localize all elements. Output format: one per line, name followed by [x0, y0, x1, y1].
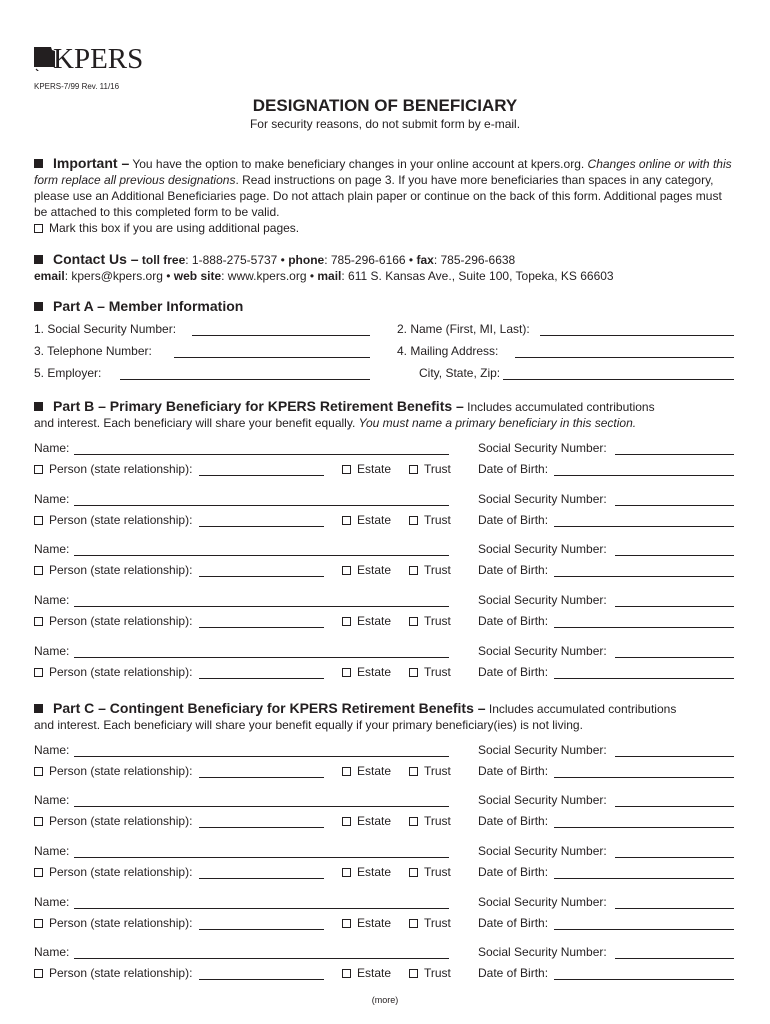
contingent-1-name-label: Name:	[34, 743, 70, 757]
contact-section: Contact Us – toll free: 1-888-275-5737 • phone: 785-296-6166 • fax: 785-296-6638 email: kpers@kpers.org • web site: www.kpers.org • mail: 611 S. Kansas Ave., Suite 100, Topeka, KS 66603	[34, 251, 614, 283]
contingent-2-ssn-label: Social Security Number:	[478, 793, 607, 807]
member-address-field[interactable]	[515, 357, 734, 358]
contingent-5-ssn-field[interactable]	[615, 958, 734, 959]
bullet-square-icon	[34, 704, 43, 713]
contingent-4-estate-option[interactable]: Estate	[342, 916, 391, 930]
kpers-logo	[33, 43, 163, 83]
primary-1-name-field[interactable]	[74, 454, 449, 455]
contingent-1-ssn-field[interactable]	[615, 756, 734, 757]
contingent-3-estate-checkbox[interactable]	[342, 868, 351, 877]
contingent-2-dob-field[interactable]	[554, 827, 734, 828]
contingent-2-dob-label: Date of Birth:	[478, 814, 549, 828]
contingent-3-trust-checkbox[interactable]	[409, 868, 418, 877]
contingent-4-estate-checkbox[interactable]	[342, 919, 351, 928]
primary-3-trust-checkbox[interactable]	[409, 566, 418, 575]
primary-2-name-field[interactable]	[74, 505, 449, 506]
city-state-zip-label: City, State, Zip:	[419, 366, 501, 380]
part-b-heading: Part B – Primary Beneficiary for KPERS Retirement Benefits – Includes accumulated contributions and interest. Each beneficiary will share your benefit equally. You must name a primary beneficiary in this section.	[34, 398, 655, 430]
primary-1-estate-checkbox[interactable]	[342, 465, 351, 474]
contingent-3-ssn-field[interactable]	[615, 857, 734, 858]
important-heading: Important –	[53, 155, 130, 171]
primary-2-trust-checkbox[interactable]	[409, 516, 418, 525]
page-title: DESIGNATION OF BENEFICIARY	[252, 96, 518, 115]
contingent-5-person-checkbox[interactable]	[34, 969, 43, 978]
contingent-4-name-label: Name:	[34, 895, 70, 909]
primary-5-name-field[interactable]	[74, 657, 449, 658]
primary-4-person-option[interactable]: Person (state relationship):	[34, 614, 192, 628]
contingent-2-estate-option[interactable]: Estate	[342, 814, 391, 828]
contingent-5-trust-checkbox[interactable]	[409, 969, 418, 978]
part-c-heading: Part C – Contingent Beneficiary for KPERS Retirement Benefits – Includes accumulated contributions and interest. Each beneficiary will share your benefit equally if your primary beneficiary(ies) is not living.	[34, 700, 677, 732]
contingent-4-person-checkbox[interactable]	[34, 919, 43, 928]
contingent-1-dob-field[interactable]	[554, 777, 734, 778]
contingent-1-person-checkbox[interactable]	[34, 767, 43, 776]
contingent-4-dob-label: Date of Birth:	[478, 916, 549, 930]
primary-4-relationship-field[interactable]	[199, 627, 324, 628]
primary-4-dob-label: Date of Birth:	[478, 614, 549, 628]
contingent-2-name-field[interactable]	[74, 806, 449, 807]
contingent-2-person-checkbox[interactable]	[34, 817, 43, 826]
primary-5-estate-checkbox[interactable]	[342, 668, 351, 677]
contingent-1-person-option[interactable]: Person (state relationship):	[34, 764, 192, 778]
important-section: Important – You have the option to make beneficiary changes in your online account at kpers.org. Changes online or with this form replace all previous designations. Read instructions on page 3. If you have more beneficiaries than spaces in any category, please use an Additional Beneficiaries page. Do not attach plain paper or continue on the back of this form. Additional pages must be attached to this completed form to be valid. Mark this box if you are using additional pages.	[34, 155, 732, 235]
contingent-2-relationship-field[interactable]	[199, 827, 324, 828]
primary-4-estate-option[interactable]: Estate	[342, 614, 391, 628]
primary-1-person-checkbox[interactable]	[34, 465, 43, 474]
primary-4-trust-option[interactable]: Trust	[409, 614, 451, 628]
contingent-3-dob-label: Date of Birth:	[478, 865, 549, 879]
member-telephone-field[interactable]	[174, 357, 370, 358]
contingent-5-estate-option[interactable]: Estate	[342, 966, 391, 980]
primary-5-dob-field[interactable]	[554, 678, 734, 679]
primary-4-ssn-label: Social Security Number:	[478, 593, 607, 607]
contingent-5-ssn-label: Social Security Number:	[478, 945, 607, 959]
member-name-field[interactable]	[540, 335, 734, 336]
primary-1-dob-field[interactable]	[554, 475, 734, 476]
primary-5-trust-checkbox[interactable]	[409, 668, 418, 677]
primary-5-ssn-field[interactable]	[615, 657, 734, 658]
primary-4-name-field[interactable]	[74, 606, 449, 607]
contingent-3-relationship-field[interactable]	[199, 878, 324, 879]
contingent-1-dob-label: Date of Birth:	[478, 764, 549, 778]
contingent-2-trust-checkbox[interactable]	[409, 817, 418, 826]
primary-4-estate-checkbox[interactable]	[342, 617, 351, 626]
part-a-heading: Part A – Member Information	[34, 298, 736, 315]
more-indicator: (more)	[371, 995, 399, 1005]
name-label: 2. Name (First, MI, Last):	[397, 322, 530, 336]
primary-4-name-label: Name:	[34, 593, 70, 607]
primary-5-name-label: Name:	[34, 644, 70, 658]
bullet-square-icon	[34, 302, 43, 311]
primary-2-dob-field[interactable]	[554, 526, 734, 527]
contingent-4-dob-field[interactable]	[554, 929, 734, 930]
primary-3-name-field[interactable]	[74, 555, 449, 556]
contingent-5-dob-field[interactable]	[554, 979, 734, 980]
primary-1-dob-label: Date of Birth:	[478, 462, 549, 476]
bullet-square-icon	[34, 159, 43, 168]
primary-3-trust-option[interactable]: Trust	[409, 563, 451, 577]
contingent-4-relationship-field[interactable]	[199, 929, 324, 930]
page-subtitle: For security reasons, do not submit form by e-mail.	[249, 117, 521, 131]
contingent-5-estate-checkbox[interactable]	[342, 969, 351, 978]
contingent-3-estate-option[interactable]: Estate	[342, 865, 391, 879]
contact-heading: Contact Us –	[53, 251, 139, 267]
primary-5-trust-option[interactable]: Trust	[409, 665, 451, 679]
contingent-3-person-checkbox[interactable]	[34, 868, 43, 877]
primary-4-ssn-field[interactable]	[615, 606, 734, 607]
form-id: KPERS-7/99 Rev. 11/16	[34, 82, 120, 91]
primary-3-relationship-field[interactable]	[199, 576, 324, 577]
member-ssn-field[interactable]	[192, 335, 370, 336]
primary-3-estate-checkbox[interactable]	[342, 566, 351, 575]
primary-5-relationship-field[interactable]	[199, 678, 324, 679]
primary-4-person-checkbox[interactable]	[34, 617, 43, 626]
primary-3-dob-label: Date of Birth:	[478, 563, 549, 577]
contingent-2-estate-checkbox[interactable]	[342, 817, 351, 826]
primary-2-person-checkbox[interactable]	[34, 516, 43, 525]
contingent-4-person-option[interactable]: Person (state relationship):	[34, 916, 192, 930]
primary-2-estate-option[interactable]: Estate	[342, 513, 391, 527]
primary-1-trust-checkbox[interactable]	[409, 465, 418, 474]
primary-2-relationship-field[interactable]	[199, 526, 324, 527]
primary-1-person-option[interactable]: Person (state relationship):	[34, 462, 192, 476]
contingent-4-name-field[interactable]	[74, 908, 449, 909]
primary-2-person-option[interactable]: Person (state relationship):	[34, 513, 192, 527]
primary-1-relationship-field[interactable]	[199, 475, 324, 476]
contingent-1-name-field[interactable]	[74, 756, 449, 757]
primary-5-person-option[interactable]: Person (state relationship):	[34, 665, 192, 679]
employer-label: 5. Employer:	[34, 366, 102, 380]
additional-pages-checkbox[interactable]	[34, 224, 43, 233]
primary-3-dob-field[interactable]	[554, 576, 734, 577]
contingent-5-name-field[interactable]	[74, 958, 449, 959]
contingent-1-estate-checkbox[interactable]	[342, 767, 351, 776]
bullet-square-icon	[34, 255, 43, 264]
contingent-2-name-label: Name:	[34, 793, 70, 807]
contingent-4-ssn-field[interactable]	[615, 908, 734, 909]
bullet-square-icon	[34, 402, 43, 411]
primary-2-ssn-field[interactable]	[615, 505, 734, 506]
primary-5-estate-option[interactable]: Estate	[342, 665, 391, 679]
primary-2-estate-checkbox[interactable]	[342, 516, 351, 525]
primary-5-person-checkbox[interactable]	[34, 668, 43, 677]
member-employer-field[interactable]	[120, 379, 370, 380]
contingent-5-person-option[interactable]: Person (state relationship):	[34, 966, 192, 980]
telephone-label: 3. Telephone Number:	[34, 344, 152, 358]
contingent-3-dob-field[interactable]	[554, 878, 734, 879]
primary-1-ssn-label: Social Security Number:	[478, 441, 607, 455]
brand-wordmark: KPERS	[53, 43, 144, 75]
contingent-3-name-label: Name:	[34, 844, 70, 858]
contingent-5-trust-option[interactable]: Trust	[409, 966, 451, 980]
contingent-1-relationship-field[interactable]	[199, 777, 324, 778]
contingent-4-trust-checkbox[interactable]	[409, 919, 418, 928]
primary-1-name-label: Name:	[34, 441, 70, 455]
primary-2-trust-option[interactable]: Trust	[409, 513, 451, 527]
primary-1-ssn-field[interactable]	[615, 454, 734, 455]
contingent-3-trust-option[interactable]: Trust	[409, 865, 451, 879]
primary-3-name-label: Name:	[34, 542, 70, 556]
primary-2-name-label: Name:	[34, 492, 70, 506]
primary-3-ssn-field[interactable]	[615, 555, 734, 556]
contingent-2-ssn-field[interactable]	[615, 806, 734, 807]
contingent-1-ssn-label: Social Security Number:	[478, 743, 607, 757]
primary-1-estate-option[interactable]: Estate	[342, 462, 391, 476]
primary-4-trust-checkbox[interactable]	[409, 617, 418, 626]
contingent-3-ssn-label: Social Security Number:	[478, 844, 607, 858]
additional-pages-label: Mark this box if you are using additional pages.	[49, 221, 300, 235]
primary-3-ssn-label: Social Security Number:	[478, 542, 607, 556]
contingent-5-name-label: Name:	[34, 945, 70, 959]
primary-3-estate-option[interactable]: Estate	[342, 563, 391, 577]
member-city-state-zip-field[interactable]	[503, 379, 734, 380]
primary-1-trust-option[interactable]: Trust	[409, 462, 451, 476]
mailing-address-label: 4. Mailing Address:	[397, 344, 499, 358]
primary-4-dob-field[interactable]	[554, 627, 734, 628]
contingent-5-relationship-field[interactable]	[199, 979, 324, 980]
primary-5-ssn-label: Social Security Number:	[478, 644, 607, 658]
primary-3-person-option[interactable]: Person (state relationship):	[34, 563, 192, 577]
contingent-2-person-option[interactable]: Person (state relationship):	[34, 814, 192, 828]
contingent-1-trust-option[interactable]: Trust	[409, 764, 451, 778]
contingent-1-estate-option[interactable]: Estate	[342, 764, 391, 778]
primary-3-person-checkbox[interactable]	[34, 566, 43, 575]
contingent-4-ssn-label: Social Security Number:	[478, 895, 607, 909]
contingent-1-trust-checkbox[interactable]	[409, 767, 418, 776]
contingent-5-dob-label: Date of Birth:	[478, 966, 549, 980]
ssn-label: 1. Social Security Number:	[34, 322, 177, 336]
contingent-3-name-field[interactable]	[74, 857, 449, 858]
primary-2-dob-label: Date of Birth:	[478, 513, 549, 527]
contingent-4-trust-option[interactable]: Trust	[409, 916, 451, 930]
primary-2-ssn-label: Social Security Number:	[478, 492, 607, 506]
contingent-2-trust-option[interactable]: Trust	[409, 814, 451, 828]
primary-5-dob-label: Date of Birth:	[478, 665, 549, 679]
contingent-3-person-option[interactable]: Person (state relationship):	[34, 865, 192, 879]
